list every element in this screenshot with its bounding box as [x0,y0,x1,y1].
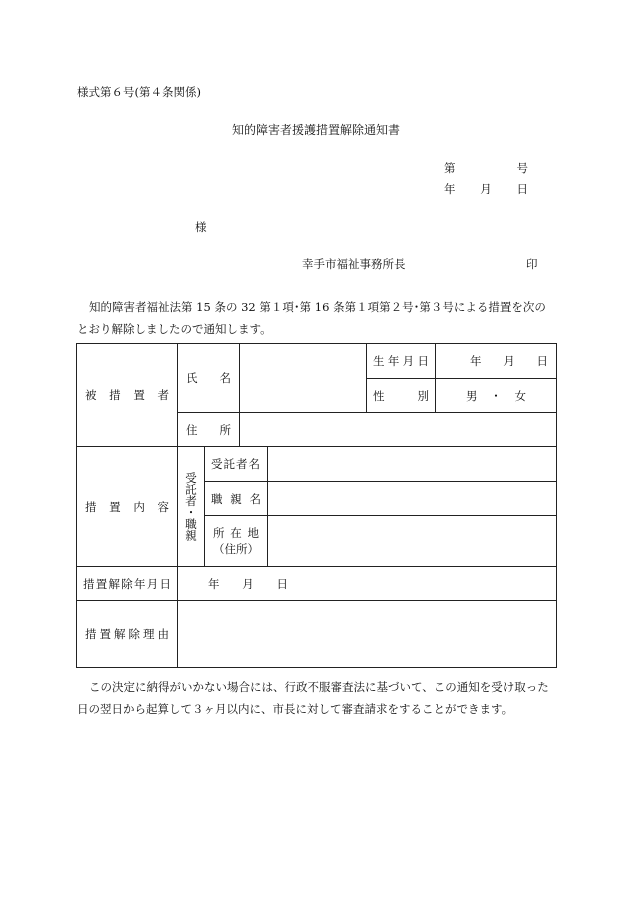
name-label: 氏 名 [186,371,231,385]
date-day: 日 [516,182,528,196]
doc-no-suffix: 号 [516,161,528,175]
seal-mark: 印 [526,257,538,271]
measure-content-label: 措 置 内 容 [85,499,169,514]
consignee-group-label: 受託者・職親 [184,472,198,541]
release-reason-label: 措 置 解 除 理 由 [85,627,169,641]
issue-date-line [444,181,528,197]
appeal-notice: この決定に納得がいかない場合には、行政不服審査法に基づいて、この通知を受け取った日の翌日から起算して３ヶ月以内に、市長に対して審査請求をすることができます。 [77,680,549,716]
foster-parent-name-label: 職 親 名 [211,491,261,506]
lead-paragraph: 知的障害者福祉法第 15 条の 32 第１項･第 16 条第１項第２号･第３号による措置を次のとおり解除しましたので通知します。 [77,300,546,336]
birth-date-label: 生 年 月 日 [373,354,429,368]
location-label: 所 在 地 （住所） [213,526,259,556]
issuer-name: 幸手市福祉事務所長 [302,257,406,271]
address-field[interactable] [240,413,556,446]
sex-field[interactable]: 男 ・ 女 [466,388,526,403]
foster-parent-name-field[interactable] [268,482,556,515]
release-reason-field[interactable] [178,601,556,667]
consignee-name-label: 受託者名 [211,457,261,471]
location-sub-label: （住所） [213,542,259,556]
document-title: 知的障害者援護措置解除通知書 [232,123,401,137]
date-year: 年 [444,182,456,196]
document-number-line [444,160,528,176]
subject-person-label: 被 措 置 者 [85,388,169,402]
addressee-honorific: 様 [195,220,207,234]
name-field[interactable] [240,344,366,412]
address-label: 住 所 [186,422,231,437]
birth-date-field[interactable]: 年 月 日 [470,354,548,368]
doc-no-prefix: 第 [444,161,456,175]
location-field[interactable] [268,516,556,566]
notice-table [76,343,557,668]
release-date-field[interactable]: 年 月 日 [208,576,288,591]
sex-label: 性 別 [373,388,429,403]
date-month: 月 [480,182,492,196]
form-number: 様式第６号(第４条関係) [77,85,201,99]
release-date-label: 措 置 解 除 年 月 日 [83,576,171,591]
consignee-name-field[interactable] [268,447,556,481]
